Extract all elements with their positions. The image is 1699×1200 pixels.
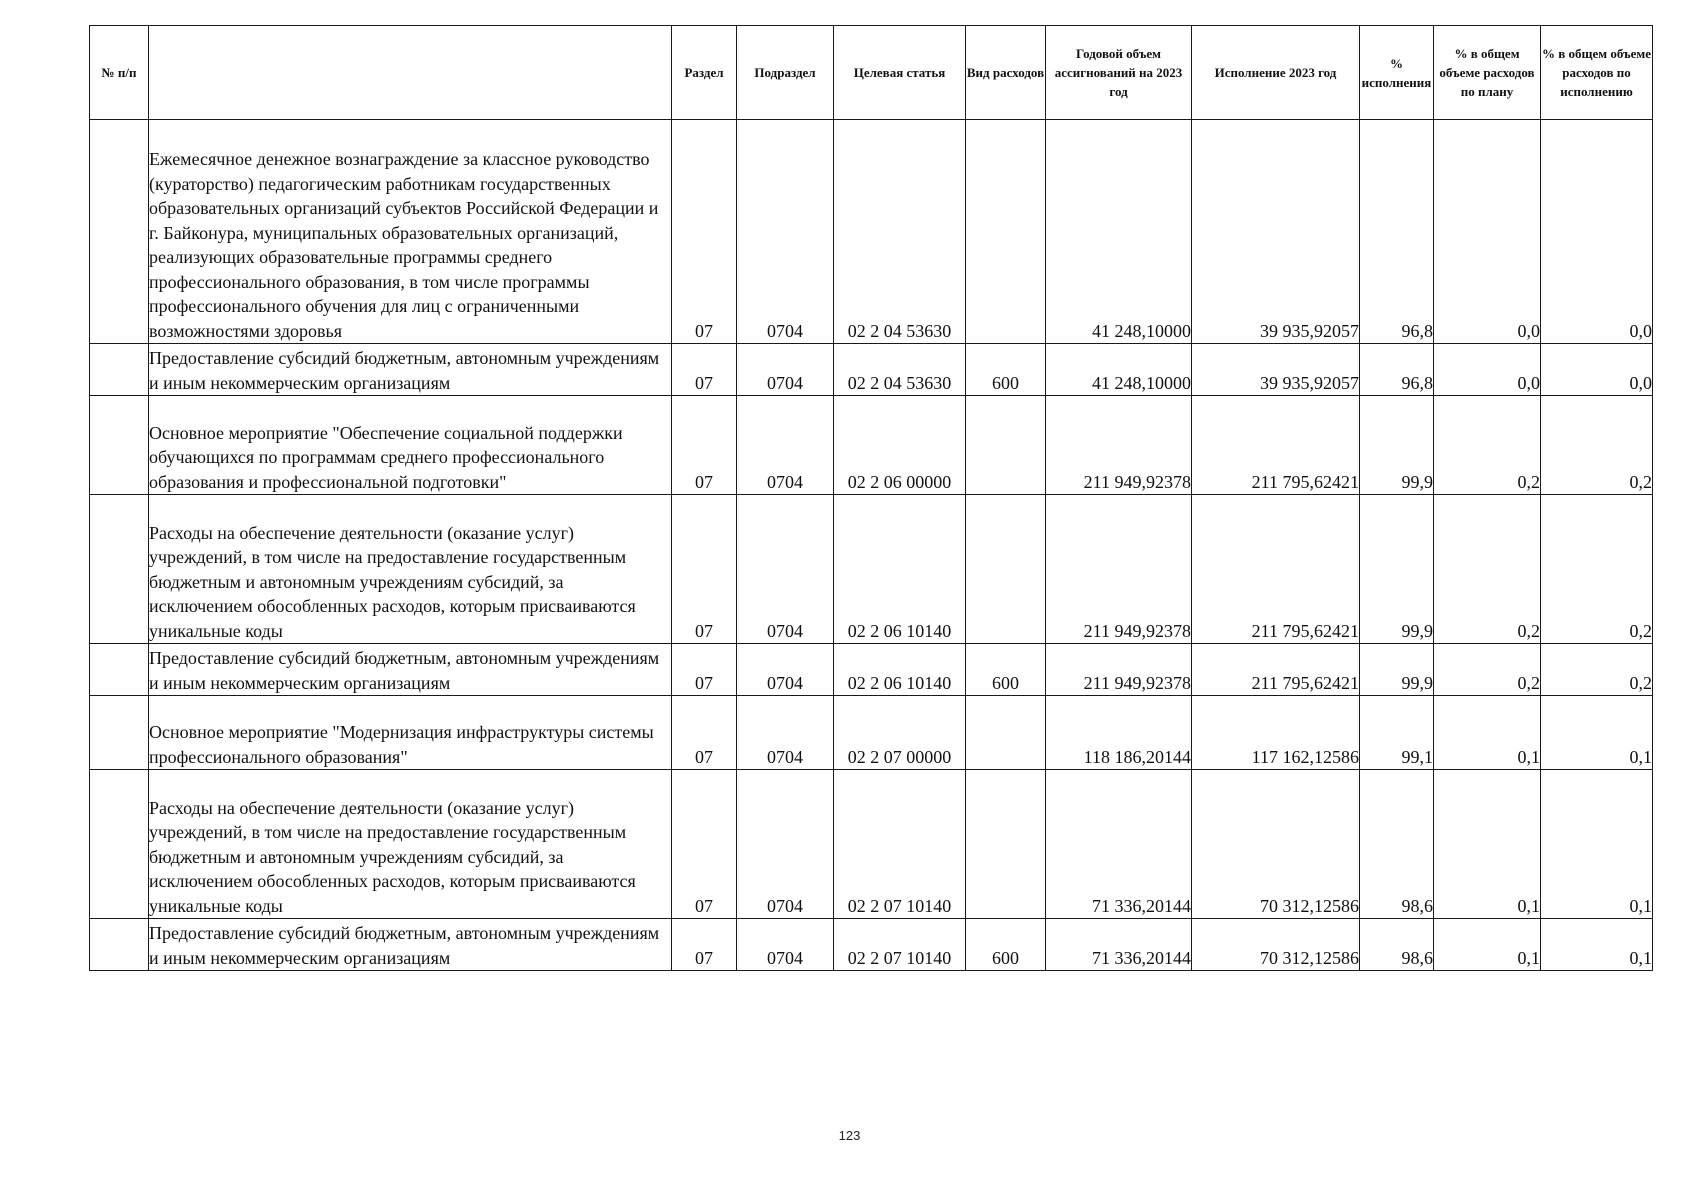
row-share-plan: 0,2: [1434, 396, 1541, 495]
row-target: 02 2 06 10140: [834, 495, 966, 644]
header-share-plan: % в общем объеме расходов по плану: [1434, 26, 1541, 120]
row-share-plan: 0,0: [1434, 344, 1541, 396]
table-row: [90, 344, 1653, 396]
header-num: № п/п: [90, 26, 149, 120]
row-kind: [966, 770, 1046, 919]
row-subsection: 0704: [737, 770, 834, 919]
row-plan: 71 336,20144: [1046, 770, 1192, 919]
row-kind: 600: [966, 344, 1046, 396]
row-target: 02 2 07 10140: [834, 919, 966, 971]
row-section: 07: [672, 344, 737, 396]
row-subsection: 0704: [737, 120, 834, 344]
table-row: [90, 120, 1653, 344]
row-num: [90, 120, 149, 344]
table-row: [90, 396, 1653, 495]
header-subsection: Подраздел: [737, 26, 834, 120]
row-target: 02 2 04 53630: [834, 344, 966, 396]
row-kind: 600: [966, 644, 1046, 696]
row-exec: 70 312,12586: [1192, 770, 1360, 919]
header-plan: Годовой объем ассигнований на 2023 год: [1046, 26, 1192, 120]
table-row: [90, 770, 1653, 919]
row-share-exec: 0,1: [1541, 696, 1653, 770]
row-share-plan: 0,1: [1434, 696, 1541, 770]
row-plan: 211 949,92378: [1046, 396, 1192, 495]
row-share-exec: 0,2: [1541, 644, 1653, 696]
row-plan: 41 248,10000: [1046, 344, 1192, 396]
header-target: Целевая статья: [834, 26, 966, 120]
row-target: 02 2 06 10140: [834, 644, 966, 696]
row-exec: 39 935,92057: [1192, 344, 1360, 396]
row-section: 07: [672, 644, 737, 696]
table-row: [90, 495, 1653, 644]
row-pct: 96,8: [1360, 120, 1434, 344]
row-plan: 41 248,10000: [1046, 120, 1192, 344]
row-name: Расходы на обеспечение деятельности (оказание услуг) учреждений, в том числе на предоставление государственным бюджетным и автономным учреждениям субсидий, за исключением обособленных расходов, которым присваиваются уникальные коды: [149, 495, 672, 644]
header-kind: Вид расходов: [966, 26, 1046, 120]
row-share-exec: 0,2: [1541, 495, 1653, 644]
row-num: [90, 919, 149, 971]
row-pct: 96,8: [1360, 344, 1434, 396]
row-share-plan: 0,1: [1434, 770, 1541, 919]
row-share-exec: 0,1: [1541, 919, 1653, 971]
row-num: [90, 495, 149, 644]
row-share-exec: 0,1: [1541, 770, 1653, 919]
row-kind: [966, 495, 1046, 644]
row-section: 07: [672, 120, 737, 344]
row-plan: 71 336,20144: [1046, 919, 1192, 971]
budget-execution-table: [89, 25, 1653, 971]
row-section: 07: [672, 919, 737, 971]
row-num: [90, 644, 149, 696]
page-number: 123: [838, 1128, 861, 1143]
row-pct: 99,1: [1360, 696, 1434, 770]
row-share-exec: 0,0: [1541, 344, 1653, 396]
row-subsection: 0704: [737, 396, 834, 495]
row-kind: 600: [966, 919, 1046, 971]
row-num: [90, 696, 149, 770]
row-pct: 98,6: [1360, 770, 1434, 919]
row-target: 02 2 07 10140: [834, 770, 966, 919]
row-share-plan: 0,1: [1434, 919, 1541, 971]
row-name: Предоставление субсидий бюджетным, автономным учреждениям и иным некоммерческим организациям: [149, 344, 672, 396]
row-kind: [966, 120, 1046, 344]
row-section: 07: [672, 770, 737, 919]
row-name: Предоставление субсидий бюджетным, автономным учреждениям и иным некоммерческим организациям: [149, 919, 672, 971]
table-row: [90, 696, 1653, 770]
row-num: [90, 770, 149, 919]
table-row: [90, 644, 1653, 696]
row-exec: 117 162,12586: [1192, 696, 1360, 770]
row-share-plan: 0,2: [1434, 495, 1541, 644]
row-plan: 211 949,92378: [1046, 495, 1192, 644]
row-subsection: 0704: [737, 344, 834, 396]
row-plan: 118 186,20144: [1046, 696, 1192, 770]
row-kind: [966, 396, 1046, 495]
row-exec: 211 795,62421: [1192, 644, 1360, 696]
header-section: Раздел: [672, 26, 737, 120]
row-num: [90, 396, 149, 495]
row-subsection: 0704: [737, 644, 834, 696]
row-num: [90, 344, 149, 396]
row-target: 02 2 04 53630: [834, 120, 966, 344]
header-pct: % исполнения: [1360, 26, 1434, 120]
row-target: 02 2 07 00000: [834, 696, 966, 770]
row-share-exec: 0,2: [1541, 396, 1653, 495]
row-exec: 39 935,92057: [1192, 120, 1360, 344]
row-subsection: 0704: [737, 495, 834, 644]
row-subsection: 0704: [737, 696, 834, 770]
row-share-exec: 0,0: [1541, 120, 1653, 344]
row-exec: 211 795,62421: [1192, 396, 1360, 495]
row-name: Ежемесячное денежное вознаграждение за классное руководство (кураторство) педагогическим работникам государственных образовательных организаций субъектов Российской Федерации и г. Байконура, муниципальных образовательных организаций, реализующих образовательные программы среднего профессионального образования, в том числе программы профессионального обучения для лиц с ограниченными возможностями здоровья: [149, 120, 672, 344]
header-exec: Исполнение 2023 год: [1192, 26, 1360, 120]
table-header-row: [90, 26, 1653, 120]
row-name: Основное мероприятие "Модернизация инфраструктуры системы профессионального образования": [149, 696, 672, 770]
row-section: 07: [672, 696, 737, 770]
row-plan: 211 949,92378: [1046, 644, 1192, 696]
row-name: Предоставление субсидий бюджетным, автономным учреждениям и иным некоммерческим организациям: [149, 644, 672, 696]
row-exec: 211 795,62421: [1192, 495, 1360, 644]
row-subsection: 0704: [737, 919, 834, 971]
row-section: 07: [672, 396, 737, 495]
row-section: 07: [672, 495, 737, 644]
row-share-plan: 0,0: [1434, 120, 1541, 344]
row-pct: 99,9: [1360, 396, 1434, 495]
row-name: Расходы на обеспечение деятельности (оказание услуг) учреждений, в том числе на предоставление государственным бюджетным и автономным учреждениям субсидий, за исключением обособленных расходов, которым присваиваются уникальные коды: [149, 770, 672, 919]
row-share-plan: 0,2: [1434, 644, 1541, 696]
row-kind: [966, 696, 1046, 770]
header-name: [149, 26, 672, 120]
row-name: Основное мероприятие "Обеспечение социальной поддержки обучающихся по программам среднего профессионального образования и профессиональной подготовки": [149, 396, 672, 495]
row-pct: 99,9: [1360, 644, 1434, 696]
header-share-exec: % в общем объеме расходов по исполнению: [1541, 26, 1653, 120]
row-exec: 70 312,12586: [1192, 919, 1360, 971]
row-pct: 99,9: [1360, 495, 1434, 644]
row-target: 02 2 06 00000: [834, 396, 966, 495]
table-row: [90, 919, 1653, 971]
row-pct: 98,6: [1360, 919, 1434, 971]
